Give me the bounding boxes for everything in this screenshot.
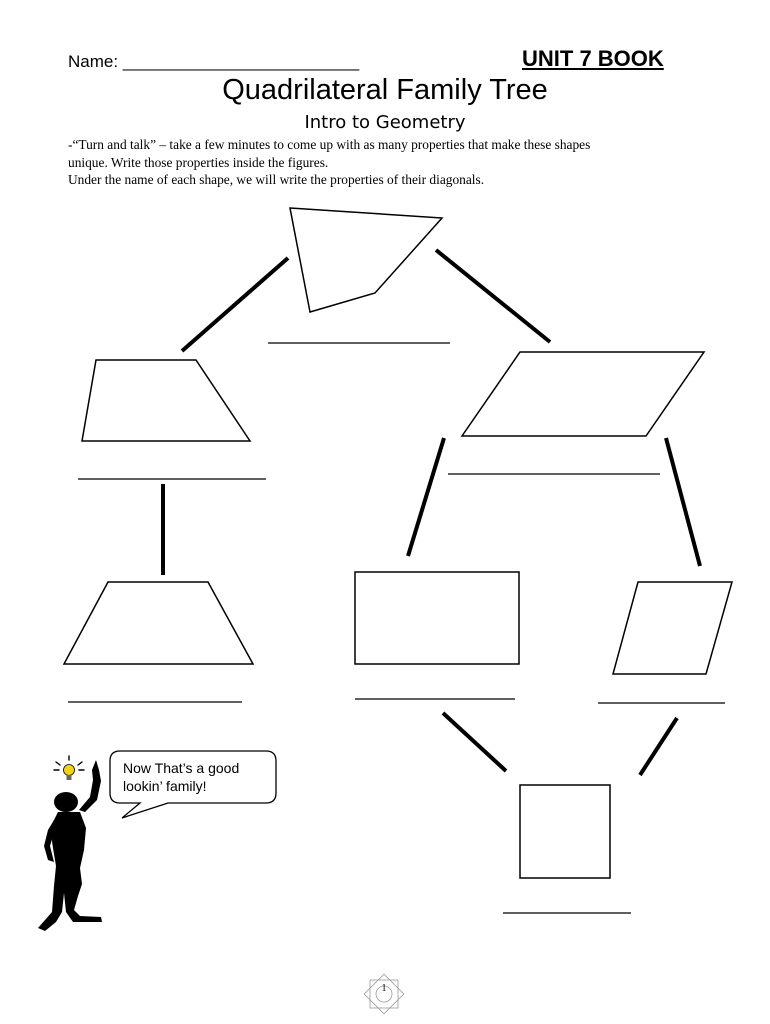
page-title: Quadrilateral Family Tree — [222, 74, 548, 106]
instruction-line: -“Turn and talk” – take a few minutes to come up with as many properties that make these shapes — [68, 137, 591, 152]
parallelogram-shape — [462, 352, 704, 436]
isosceles-trapezoid-shape — [64, 582, 253, 664]
lightbulb-icon — [54, 756, 84, 780]
instruction-line: unique. Write those properties inside the figures. — [68, 154, 329, 170]
page-ornament — [364, 974, 404, 1014]
trapezoid-shape — [82, 360, 250, 441]
unit-heading: UNIT 7 BOOK — [522, 46, 664, 71]
name-field-label: Name: _________________________ — [68, 52, 360, 71]
speech-bubble-text — [123, 759, 273, 795]
thinking-figure-icon — [38, 756, 102, 931]
instruction-line: Under the name of each shape, we will write the properties of their diagonals. — [68, 172, 485, 187]
connector-line — [408, 438, 444, 556]
connector-line — [640, 718, 677, 775]
quadrilateral-shape — [290, 208, 442, 312]
connector-line — [182, 258, 288, 351]
page-number: 1 — [381, 983, 387, 994]
square-shape — [520, 785, 610, 878]
connector-line — [666, 438, 700, 566]
speech-line: lookin’ family! — [123, 778, 207, 794]
connector-line — [436, 250, 550, 342]
speech-line: Now That’s a good — [123, 760, 240, 776]
rhombus-shape — [613, 582, 732, 674]
rectangle-shape — [355, 572, 519, 664]
connector-line — [443, 713, 506, 771]
page-subtitle: Intro to Geometry — [304, 112, 466, 133]
